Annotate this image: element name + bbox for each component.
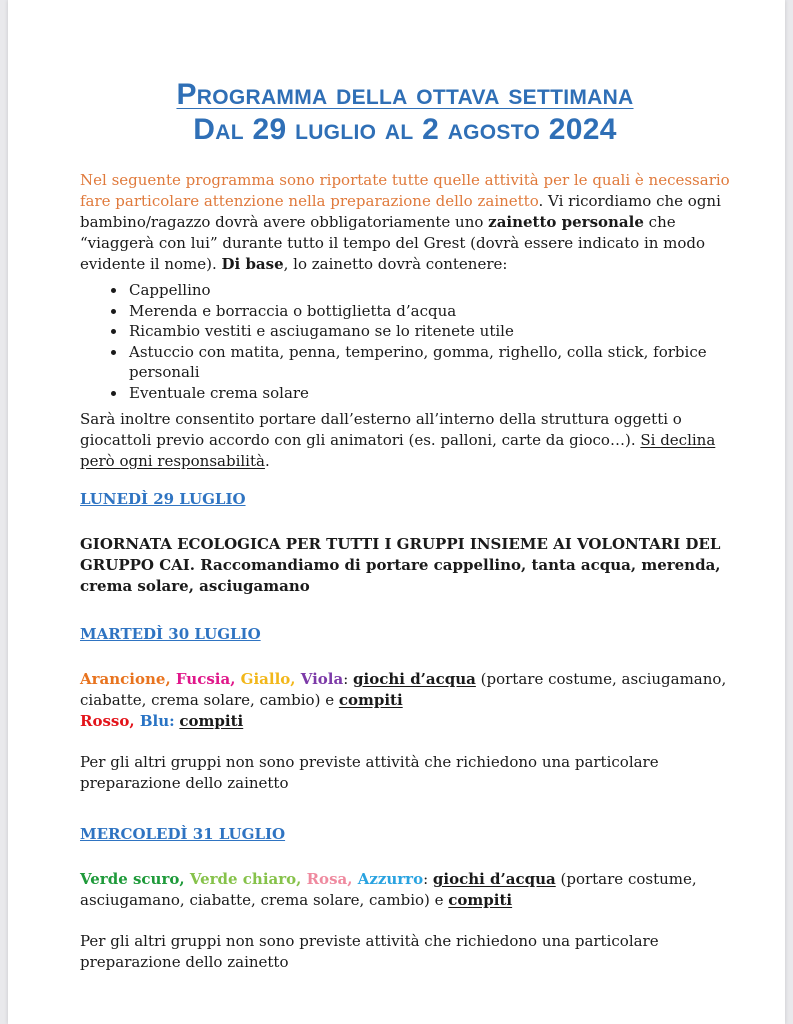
group-rosa: Rosa,: [306, 870, 358, 888]
list-item: • Ricambio vestiti e asciugamano se lo ritenete utile: [127, 321, 730, 342]
day-heading-monday: LUNEDÌ 29 LUGLIO: [80, 490, 246, 508]
tuesday-note: Per gli altri gruppi non sono previste attività che richiedono una particolare preparazione dello zainetto: [80, 753, 659, 792]
group-arancione: Arancione,: [80, 670, 176, 688]
activity-giochi-acqua: giochi d’acqua: [432, 870, 556, 888]
list-item: • Cappellino: [127, 280, 730, 301]
colon: :: [343, 670, 354, 688]
notice-paragraph: [80, 409, 730, 472]
page-subtitle: Dal 29 luglio al 2 agosto 2024: [193, 113, 617, 146]
group-rosso: Rosso,: [80, 712, 140, 730]
list-item: • Astuccio con matita, penna, temperino, gomma, righello, colla stick, forbice personali: [127, 342, 730, 383]
intro-text: . Vi ricordiamo che ogni bambino/ragazzo dovrà avere obbligatoriamente uno: [80, 192, 721, 231]
day-heading-tuesday: MARTEDÌ 30 LUGLIO: [80, 625, 261, 643]
activity-giochi-acqua: giochi d’acqua: [353, 670, 476, 688]
group-blu: Blu:: [139, 712, 175, 730]
list-item: • Merenda e borraccia o bottiglietta d’acqua: [127, 301, 730, 322]
intro-bold-zainetto: zainetto personale: [488, 213, 644, 231]
group-verde-scuro: Verde scuro,: [80, 870, 190, 888]
wednesday-groups-line: [80, 869, 730, 911]
activity-compiti: compiti: [179, 712, 244, 730]
document-content: [80, 78, 730, 973]
intro-paragraph: [80, 170, 730, 275]
disclaimer-text: Si declina però ogni responsabilità: [80, 431, 716, 470]
activity-compiti: compiti: [448, 891, 513, 909]
notice-text: Sarà inoltre consentito portare dall’esterno all’interno della struttura oggetti o giocattoli previo accordo con gli animatori (es. palloni, carte da gioco…).: [80, 410, 682, 449]
notice-end: .: [264, 452, 270, 470]
activity-desc: (portare costume, asciugamano, ciabatte, crema solare, cambio) e: [80, 870, 697, 909]
backpack-list: [80, 280, 730, 403]
activity-compiti: compiti: [338, 691, 403, 709]
activity-desc: (portare costume, asciugamano, ciabatte, crema solare, cambio) e: [80, 670, 727, 709]
group-azzurro: Azzurro: [357, 870, 424, 888]
page-title: Programma della ottava settimana: [176, 78, 634, 111]
group-verde-chiaro: Verde chiaro,: [189, 870, 307, 888]
monday-text: GIORNATA ECOLOGICA PER TUTTI I GRUPPI INSIEME AI VOLONTARI DEL GRUPPO CAI. Raccomandiamo di portare cappellino, tanta acqua, merenda, crema solare, asciugamano: [80, 535, 721, 595]
list-item: • Eventuale crema solare: [127, 383, 730, 404]
group-viola: Viola: [300, 670, 344, 688]
colon: :: [423, 870, 433, 888]
document-page: [8, 0, 785, 1024]
intro-bold-di-base: Di base: [221, 255, 284, 273]
wednesday-note: Per gli altri gruppi non sono previste attività che richiedono una particolare preparazione dello zainetto: [80, 932, 659, 971]
day-heading-wednesday: MERCOLEDÌ 31 LUGLIO: [80, 825, 286, 843]
group-fucsia: Fucsia,: [175, 670, 241, 688]
group-giallo: Giallo,: [240, 670, 301, 688]
intro-text: che “viaggerà con lui” durante tutto il tempo del Grest (dovrà essere indicato in modo evidente il nome).: [80, 213, 706, 273]
intro-highlight: Nel seguente programma sono riportate tutte quelle attività per le quali è necessario fare particolare attenzione nella preparazione dello zainetto: [80, 171, 730, 210]
tuesday-groups-line: [80, 669, 730, 732]
intro-text: , lo zainetto dovrà contenere:: [283, 255, 508, 273]
